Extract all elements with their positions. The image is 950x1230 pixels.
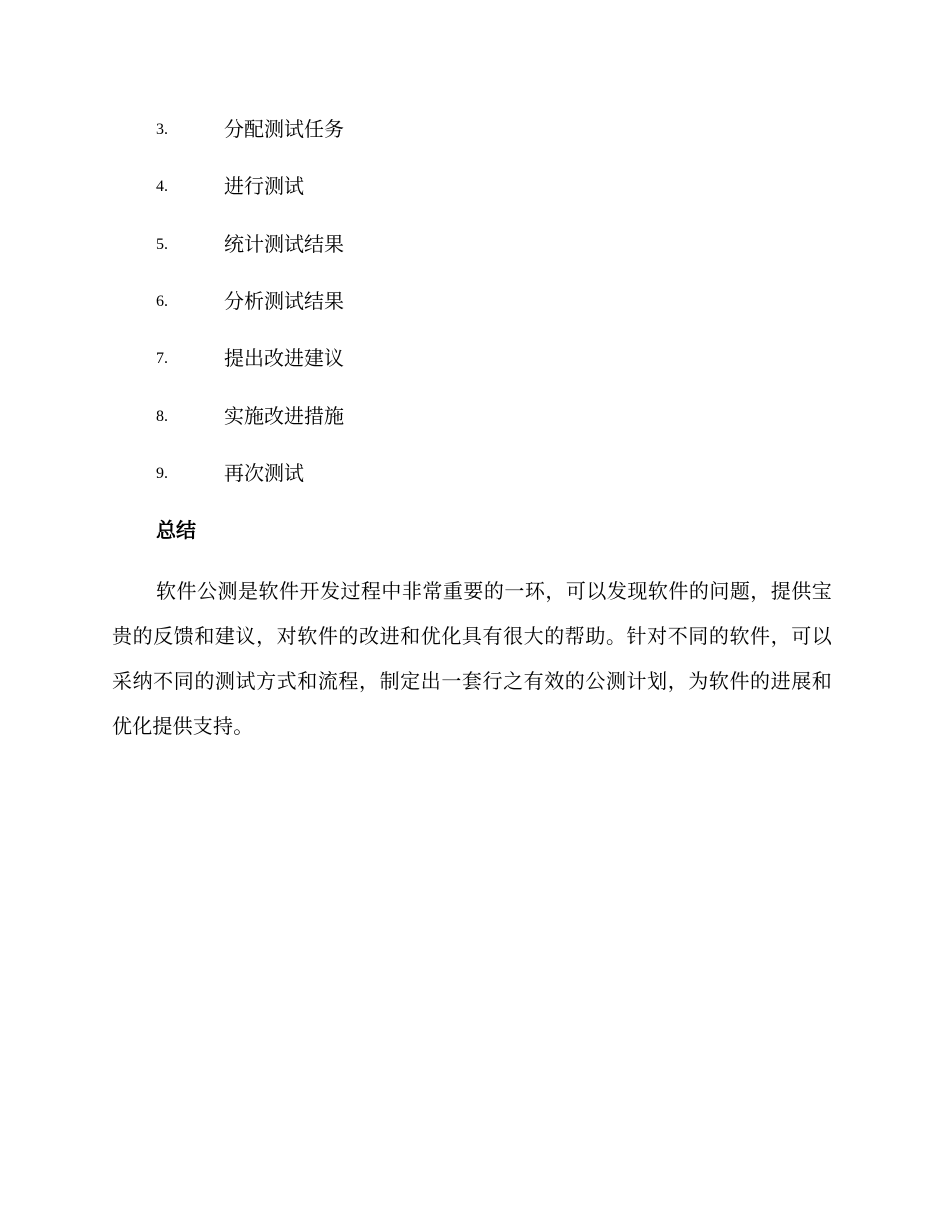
list-item (0, 458, 950, 488)
step-text: 进行测试 (224, 174, 304, 198)
step-text: 统计测试结果 (224, 232, 344, 256)
step-number: 9. (156, 465, 168, 482)
list-item (0, 286, 950, 316)
step-number: 3. (156, 121, 168, 138)
step-number: 6. (156, 293, 168, 310)
section-heading: 总结 (156, 518, 196, 542)
step-number: 8. (156, 408, 168, 425)
step-number: 7. (156, 350, 168, 367)
step-text: 提出改进建议 (224, 346, 344, 370)
list-item (0, 171, 950, 201)
step-number: 5. (156, 236, 168, 253)
list-item (0, 114, 950, 144)
step-text: 分析测试结果 (224, 289, 344, 313)
step-text: 实施改进措施 (224, 404, 344, 428)
step-text: 再次测试 (224, 461, 304, 485)
list-item (0, 343, 950, 373)
step-text: 分配测试任务 (224, 117, 344, 141)
step-number: 4. (156, 178, 168, 195)
summary-paragraph: 软件公测是软件开发过程中非常重要的一环，可以发现软件的问题，提供宝贵的反馈和建议，对软件的改进和优化具有很大的帮助。针对不同的软件，可以采纳不同的测试方式和流程，制定出一套行之有效的公测计划，为软件的进展和优化提供支持。 (112, 579, 832, 738)
list-item (0, 229, 950, 259)
list-item (0, 401, 950, 431)
